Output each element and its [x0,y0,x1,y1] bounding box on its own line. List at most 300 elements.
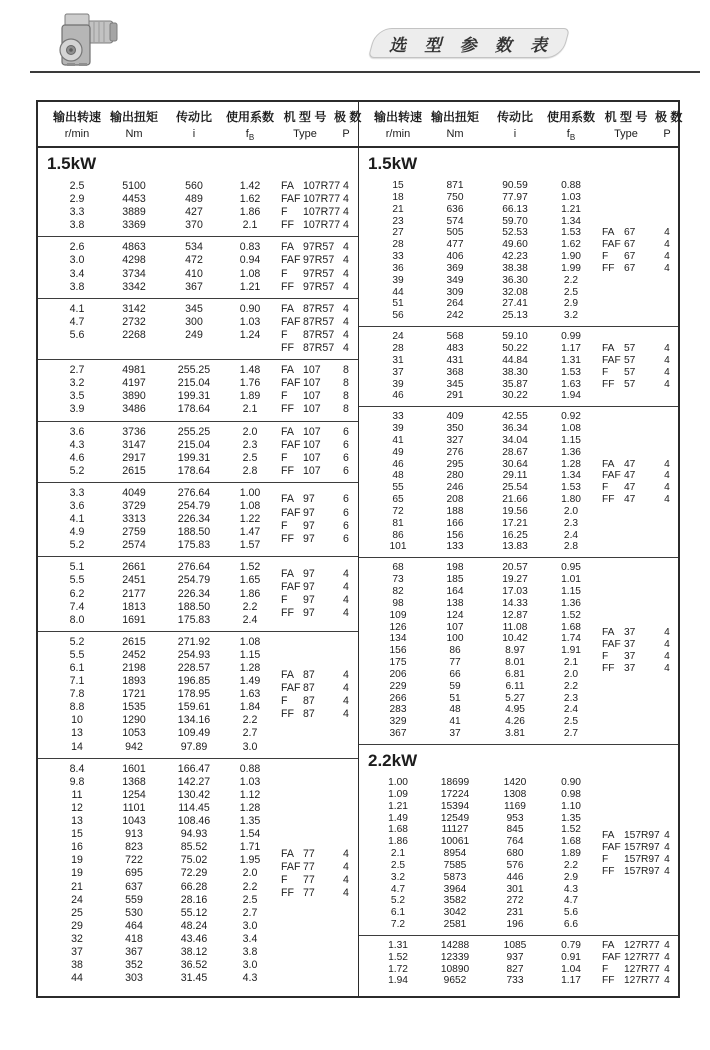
table-row [371,459,597,471]
cell-speed: 3.6 [69,499,85,512]
cell-poles: 6 [343,425,349,438]
type-prefix: FA [602,627,615,639]
cell-poles: 4 [664,842,670,854]
group-data [359,562,597,740]
table-row [371,180,597,192]
cell-factor: 3.8 [242,945,258,958]
column-unit: r/min [64,128,90,140]
cell-torque: 3486 [122,403,146,416]
group-types [597,459,679,506]
cell-ratio: 28.67 [502,446,528,458]
type-row [276,594,358,607]
cell-factor: 4.7 [563,895,579,907]
table-row [50,426,276,439]
ratio-group [38,631,358,758]
type-prefix: FAF [602,951,621,963]
cell-factor: 2.0 [242,867,258,880]
type-model: 37 [624,627,636,639]
cell-ratio: 472 [185,254,203,267]
type-prefix: FAF [281,377,301,390]
cell-poles: 4 [343,668,349,681]
type-prefix: F [281,390,288,403]
type-prefix: F [602,482,609,494]
type-row [276,303,358,316]
cell-poles: 6 [343,519,349,532]
cell-ratio: 231 [506,907,524,919]
cell-type [276,439,334,452]
table-row [50,727,276,740]
ratio-group [38,482,358,556]
group-data [359,411,597,553]
cell-ratio: 254.79 [177,574,211,587]
cell-factor: 2.2 [563,680,579,692]
table-row [371,263,597,275]
table-row [371,693,597,705]
table-row [50,206,276,219]
cell-torque: 3369 [122,219,146,232]
column-unit: P [663,128,671,140]
cell-factor: 0.79 [561,939,581,951]
table-row [50,714,276,727]
type-row [276,581,358,594]
column-header: 输出转速 [52,110,101,124]
type-model: 107R77 [303,219,341,232]
type-row [276,669,358,682]
column-unit: Type [293,128,317,140]
cell-speed: 19 [71,867,83,880]
cell-torque: 66 [449,668,461,680]
type-model: 57 [624,378,636,390]
type-row [276,180,358,193]
column-header: 传动比 [175,110,212,124]
cell-factor: 1.53 [561,366,581,378]
cell-speed: 5.2 [69,464,85,477]
table-row [371,633,597,645]
table-row [371,610,597,622]
cell-speed: 4.6 [69,451,85,464]
cell-ratio: 249 [185,328,203,341]
type-prefix: F [602,651,609,663]
table-row [50,180,276,193]
type-model: 107R77 [303,206,341,219]
cell-speed: 329 [389,716,407,728]
cell-ratio: 178.64 [177,403,211,416]
cell-ratio: 5.27 [505,692,525,704]
type-row [276,219,358,232]
cell-type [276,607,334,620]
type-row [276,568,358,581]
table-row [50,649,276,662]
cell-speed: 229 [389,680,407,692]
type-model: 107 [303,390,321,403]
cell-factor: 2.7 [242,727,258,740]
type-prefix: FF [602,378,615,390]
cell-poles: 4 [664,975,670,987]
cell-speed: 3.9 [69,403,85,416]
type-prefix: F [602,963,609,975]
type-model: 87 [303,668,315,681]
cell-speed: 36 [392,262,404,274]
table-row [50,854,276,867]
cell-poles: 4 [664,830,670,842]
ratio-group [38,359,358,420]
table-row [371,494,597,506]
cell-torque: 1601 [122,762,146,775]
cell-speed: 13 [71,815,83,828]
group-types [276,180,358,232]
cell-ratio: 90.59 [502,180,528,191]
cell-speed: 3.2 [390,871,406,883]
type-model: 157R97 [624,842,660,854]
cell-torque: 505 [446,227,464,239]
cell-torque: 5100 [122,180,146,192]
cell-ratio: 1308 [503,788,527,800]
cell-speed: 18 [392,191,404,203]
type-prefix: F [281,594,288,607]
type-row [276,268,358,281]
table-row [50,688,276,701]
table-row [50,254,276,267]
type-model: 127R77 [624,975,660,987]
cell-poles: 4 [664,227,670,239]
cell-speed: 37 [71,945,83,958]
cell-factor: 1.42 [239,180,261,192]
cell-speed: 15 [392,180,404,191]
cell-ratio: 48.24 [180,919,208,932]
table-row [50,588,276,601]
cell-ratio: 44.84 [502,354,528,366]
cell-torque: 185 [446,574,464,586]
cell-speed: 3.0 [69,254,85,267]
cell-factor: 1.03 [239,315,261,328]
type-prefix: F [602,366,609,378]
cell-factor: 2.9 [563,871,579,883]
table-row [371,728,597,740]
cell-type [276,268,334,281]
cell-ratio: 1085 [503,939,527,951]
group-data [359,331,597,402]
cell-ratio: 109.49 [177,727,211,740]
cell-type [276,695,334,708]
cell-torque: 4981 [122,364,146,377]
cell-type [276,861,334,874]
cell-torque: 198 [446,562,464,574]
type-row [276,342,358,355]
type-prefix: FAF [602,470,621,482]
type-row [276,193,358,206]
group-data [38,636,276,754]
type-prefix: F [281,694,288,707]
cell-factor: 1.57 [239,539,261,552]
table-row [371,390,597,402]
table-row [371,506,597,518]
type-prefix: F [281,873,288,886]
cell-ratio: 77.97 [502,191,528,203]
type-row [276,887,358,900]
cell-torque: 208 [446,494,464,506]
cell-ratio: 13.83 [502,541,528,553]
type-model: 97 [303,506,315,519]
cell-ratio: 142.27 [177,775,211,788]
cell-speed: 21 [392,203,404,215]
cell-factor: 1.36 [561,446,581,458]
cell-poles: 4 [664,853,670,865]
cell-torque: 913 [125,828,143,841]
type-model: 107 [303,403,321,416]
table-row [50,574,276,587]
type-model: 97R57 [303,241,335,254]
type-row [276,281,358,294]
cell-factor: 2.5 [563,716,579,728]
ratio-group [359,406,678,557]
cell-poles: 4 [664,963,670,975]
table-row [371,287,597,299]
type-model: 67 [624,239,636,251]
table-row [371,598,597,610]
cell-ratio: 36.30 [502,274,528,286]
cell-type [276,520,334,533]
cell-poles: 4 [664,378,670,390]
table-row [371,562,597,574]
cell-speed: 21 [71,880,83,893]
group-types [276,303,358,355]
cell-factor: 1.90 [561,251,581,263]
cell-poles: 4 [343,315,349,328]
cell-ratio: 21.66 [502,494,528,506]
type-row [597,651,679,663]
table-row [371,836,597,848]
type-row [276,316,358,329]
cell-ratio: 576 [506,859,524,871]
type-row [597,379,679,391]
cell-torque: 3342 [122,280,146,293]
table-row [371,824,597,836]
group-data [359,777,597,931]
cell-torque: 4863 [122,241,146,254]
cell-factor: 0.90 [561,776,581,788]
cell-torque: 431 [446,354,464,366]
cell-speed: 134 [389,633,407,645]
cell-speed: 1.52 [388,951,408,963]
cell-factor: 3.2 [563,310,579,322]
cell-speed: 8.8 [69,701,85,714]
cell-ratio: 188.50 [177,600,211,613]
type-model: 67 [624,251,636,263]
cell-torque: 750 [446,191,464,203]
cell-torque: 100 [446,633,464,645]
cell-factor: 2.4 [563,704,579,716]
type-row [276,206,358,219]
cell-poles: 4 [343,180,349,192]
cell-factor: 1.94 [561,390,581,402]
cell-poles: 4 [664,939,670,951]
column-header: 极 数 [655,110,683,124]
cell-speed: 72 [392,505,404,517]
cell-factor: 2.5 [242,893,258,906]
table-row [50,513,276,526]
cell-speed: 8.0 [69,613,85,626]
group-data [38,426,276,478]
cell-ratio: 680 [506,848,524,860]
cell-factor: 1.04 [561,963,581,975]
type-row [276,533,358,546]
type-model: 67 [624,227,636,239]
cell-speed: 25 [71,906,83,919]
table-row [371,848,597,860]
cell-ratio: 6.81 [505,668,525,680]
type-prefix: FF [602,494,615,506]
cell-type [276,682,334,695]
cell-speed: 3.8 [69,280,85,293]
gearmotor-logo [53,8,123,68]
cell-factor: 1.17 [561,342,581,354]
type-prefix: FAF [602,639,621,651]
type-prefix: F [281,328,288,341]
ratio-group [359,773,678,935]
table-row [50,526,276,539]
type-row [597,639,679,651]
table-row [371,310,597,322]
cell-ratio: 6.11 [505,680,525,692]
cell-factor: 0.95 [561,562,581,574]
type-model: 87R57 [303,328,335,341]
cell-factor: 2.7 [242,906,258,919]
cell-poles: 4 [343,254,349,267]
cell-speed: 51 [392,298,404,310]
cell-type [597,367,655,379]
table-row [50,377,276,390]
cell-ratio: 16.25 [502,529,528,541]
cell-torque: 2198 [122,662,146,674]
section-label: 1.5kW [368,154,418,173]
type-prefix: FF [602,662,615,674]
table-row [371,872,597,884]
cell-poles: 6 [343,451,349,464]
type-row [276,364,358,377]
cell-torque: 942 [125,740,143,753]
table-row [371,331,597,343]
type-row [276,507,358,520]
cell-factor: 2.8 [563,541,579,553]
cell-type [597,865,660,878]
cell-torque: 1053 [122,727,146,740]
table-row [50,867,276,880]
cell-speed: 5.6 [69,328,85,341]
cell-factor: 1.28 [239,662,261,674]
group-types [597,627,679,674]
cell-factor: 2.0 [563,505,579,517]
cell-poles: 4 [343,342,349,355]
cell-torque: 637 [125,880,143,893]
type-model: 97R57 [303,254,335,267]
cell-ratio: 199.31 [177,390,211,403]
type-model: 97 [303,607,315,620]
cell-ratio: 35.87 [502,378,528,390]
cell-speed: 101 [389,541,407,553]
column-header: 输出扭矩 [430,110,479,124]
cell-torque: 18699 [440,776,470,788]
cell-factor: 1.52 [239,561,261,574]
table-row [371,275,597,287]
group-data [38,763,276,986]
cell-torque: 722 [125,854,143,867]
cell-ratio: 4.95 [505,704,525,716]
cell-speed: 4.7 [390,883,406,895]
table-row [50,219,276,232]
cell-ratio: 114.45 [178,801,210,814]
cell-torque: 327 [446,434,464,446]
cell-ratio: 534 [185,241,203,254]
type-row [597,494,679,506]
type-row [597,854,679,866]
type-row [276,682,358,695]
type-row [276,607,358,620]
type-row [597,367,679,379]
cell-factor: 1.86 [239,206,261,219]
group-data [38,487,276,552]
type-model: 67 [624,262,636,274]
table-row [50,439,276,452]
cell-torque: 483 [446,342,464,354]
cell-speed: 27 [392,227,404,239]
cell-ratio: 97.89 [180,740,208,753]
cell-type [276,193,341,206]
cell-torque: 10061 [440,836,470,848]
group-types [276,241,358,293]
table-row [371,470,597,482]
cell-speed: 7.8 [69,688,85,701]
cell-ratio: 255.25 [177,425,211,438]
cell-poles: 4 [664,494,670,506]
cell-speed: 28 [392,342,404,354]
cell-type [276,390,334,403]
cell-speed: 1.09 [388,788,408,800]
type-row [597,263,679,275]
cell-factor: 1.24 [239,328,261,341]
cell-ratio: 12.87 [502,609,528,621]
table-row [371,343,597,355]
table-right-half [358,102,683,996]
cell-speed: 19 [71,854,83,867]
header-unit-row [50,126,358,142]
cell-speed: 12 [71,801,83,814]
cell-factor: 1.52 [561,609,581,621]
type-row [597,470,679,482]
table-row [371,227,597,239]
cell-speed: 68 [392,562,404,574]
power-section [38,148,358,989]
cell-speed: 3.3 [69,486,85,499]
cell-factor: 1.84 [239,701,261,714]
table-row [50,241,276,254]
type-prefix: FA [281,364,294,377]
type-prefix: FAF [602,354,621,366]
type-model: 97R57 [303,280,335,293]
cell-poles: 4 [664,951,670,963]
cell-ratio: 255.25 [177,364,211,377]
cell-type [597,227,655,239]
type-model: 37 [624,651,636,663]
cell-speed: 46 [392,458,404,470]
cell-ratio: 59.10 [502,331,528,343]
type-model: 107R77 [303,180,341,192]
column-header: 传动比 [496,110,533,124]
cell-torque: 1813 [122,600,146,613]
cell-poles: 4 [343,580,349,593]
table-row [50,364,276,377]
parameter-table [36,100,683,998]
cell-ratio: 43.46 [180,932,208,945]
